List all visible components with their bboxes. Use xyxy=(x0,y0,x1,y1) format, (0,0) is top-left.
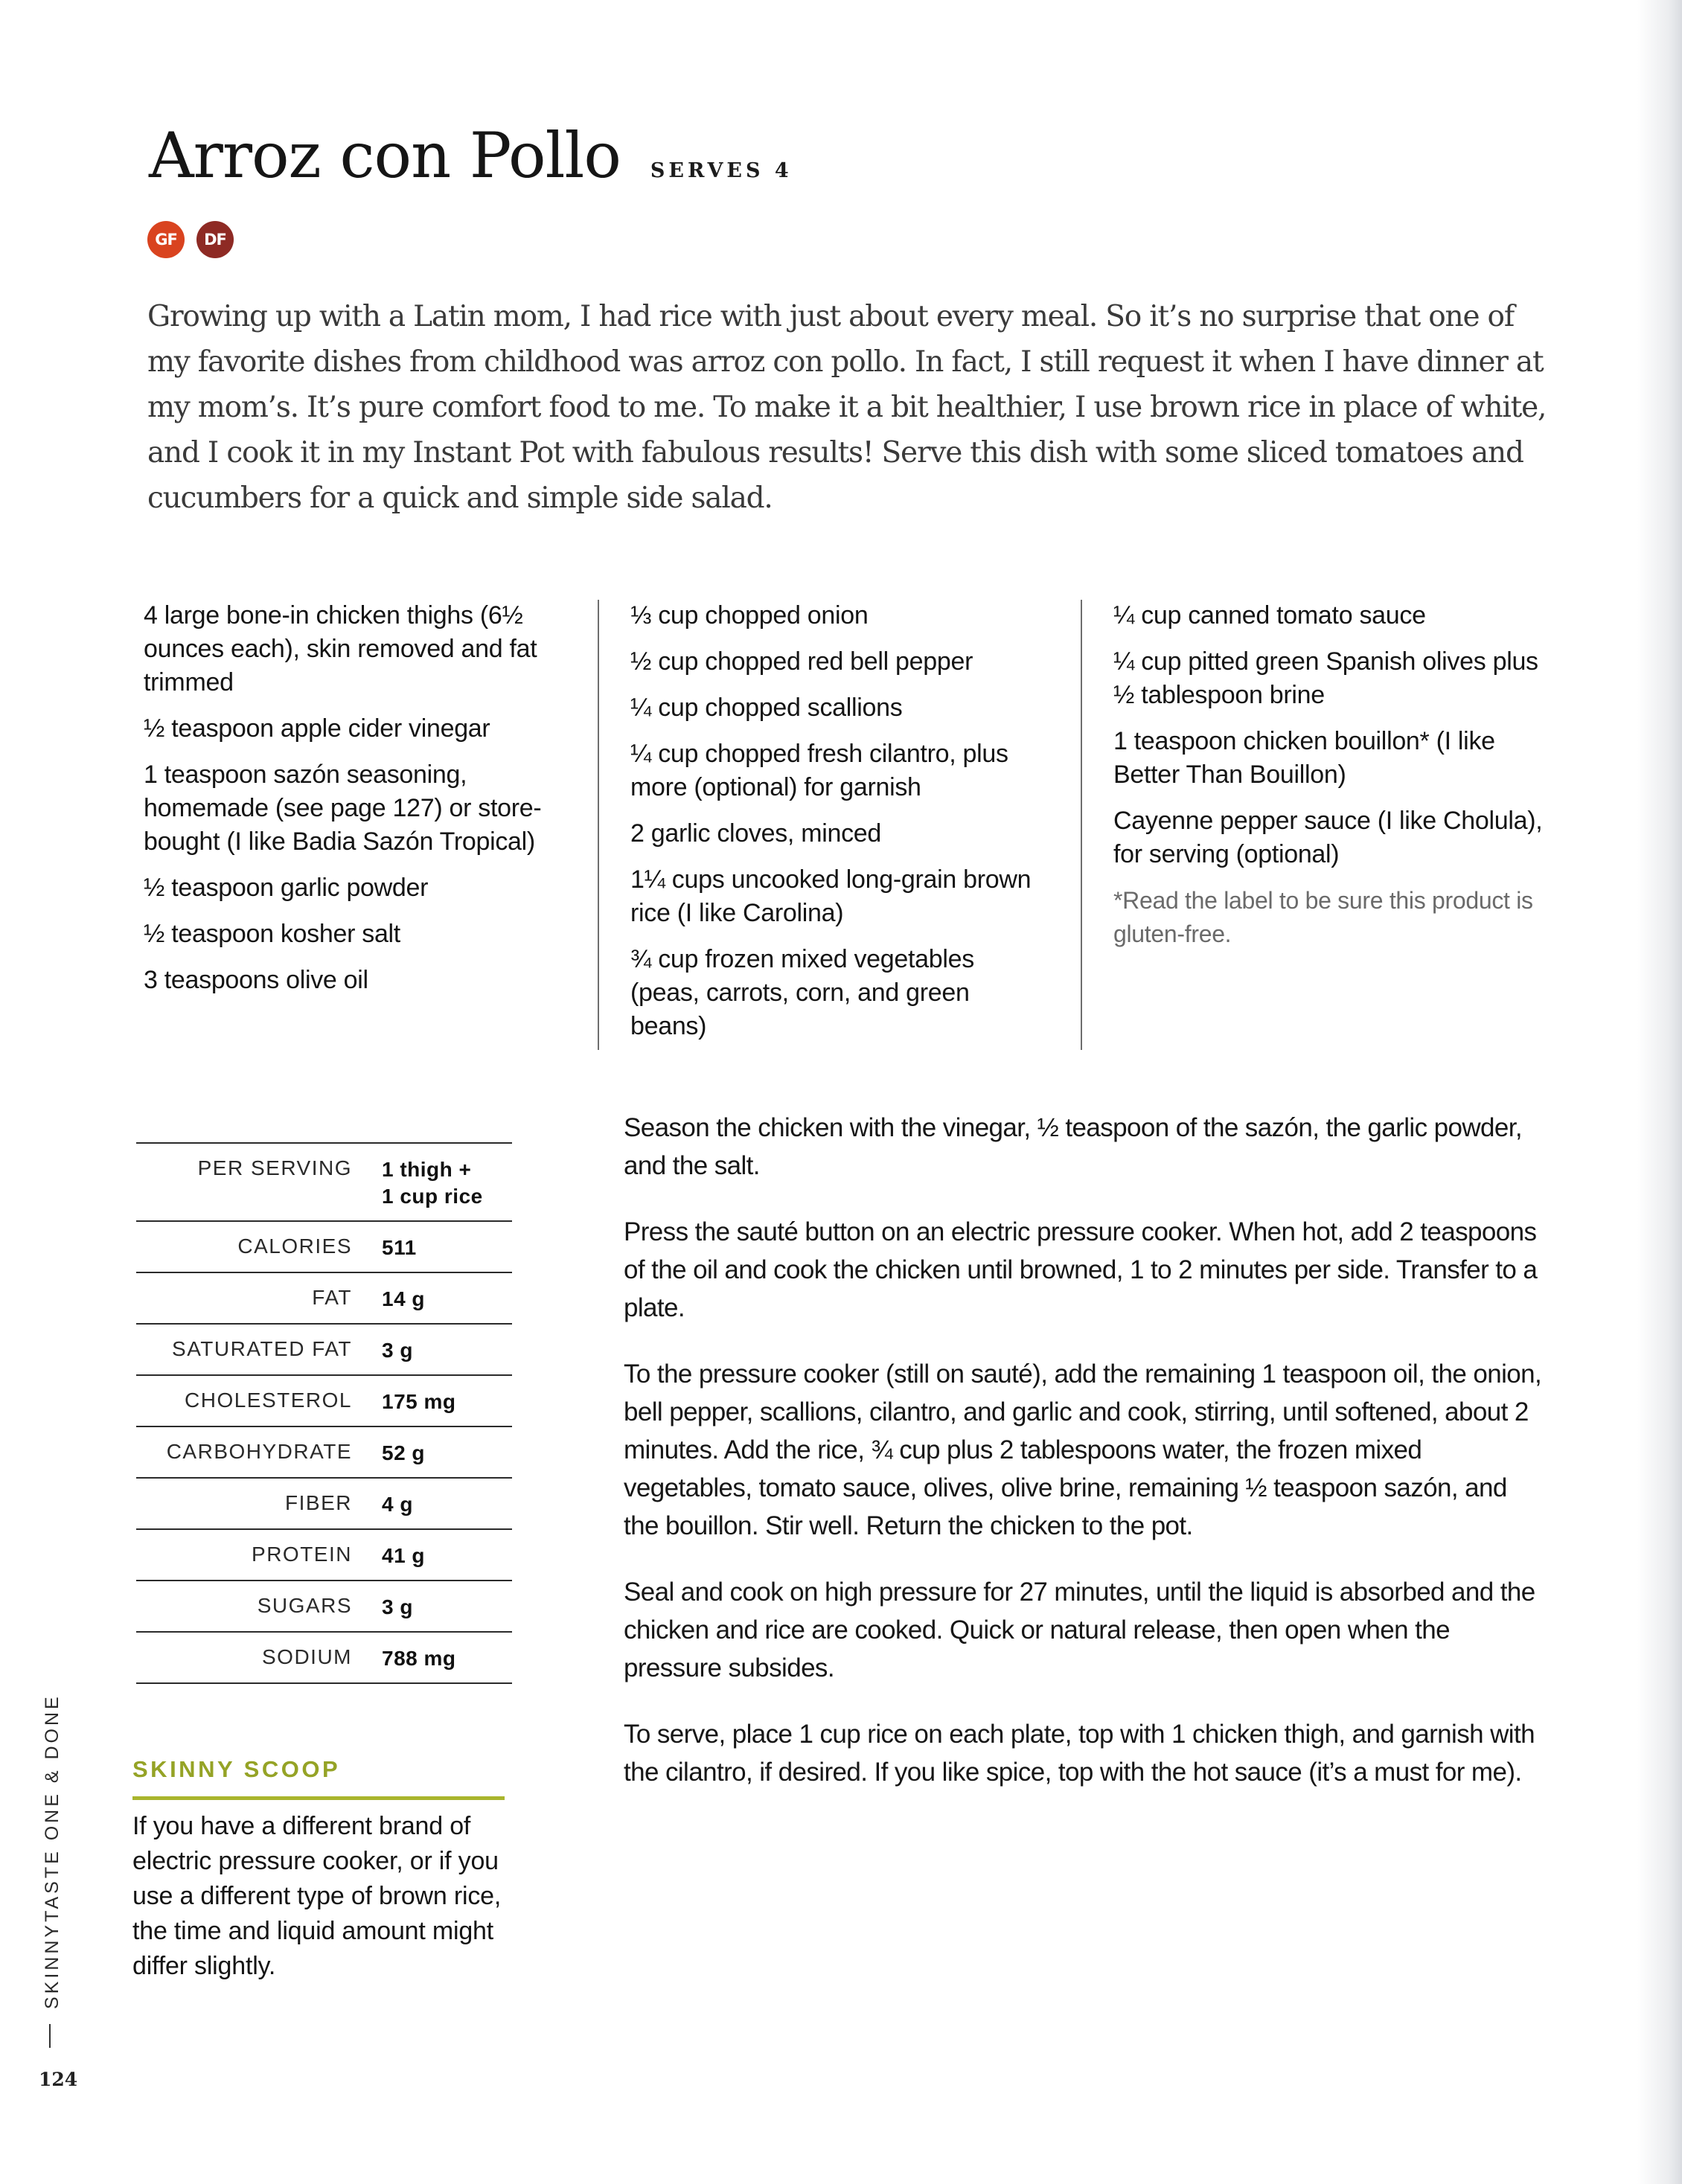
nutrition-label: PER SERVING xyxy=(136,1143,376,1221)
recipe-intro: Growing up with a Latin mom, I had rice with just about every meal. So it’s no surprise that one of my favorite dishes from childhood was arroz con pollo. In fact, I still request it when I have dinner at my mom’s. It’s pure comfort food to me. To make it a bit healthier, I use brown rice in place of white, and I cook it in my Instant Pot with fabulous results! Serve this dish with some sliced tomatoes and cucumbers for a quick and simple side salad. xyxy=(147,300,1547,515)
nutrition-row xyxy=(136,1221,512,1272)
nutrition-value: 52 g xyxy=(376,1426,512,1478)
nutrition-row xyxy=(136,1272,512,1324)
nutrition-value: 41 g xyxy=(376,1529,512,1581)
nutrition-value: 788 mg xyxy=(376,1632,512,1683)
page-number: 124 xyxy=(39,2069,78,2090)
nutrition-label: PROTEIN xyxy=(136,1529,376,1581)
ingredient-item: ½ cup chopped red bell pepper xyxy=(630,647,973,676)
nutrition-label: CALORIES xyxy=(136,1221,376,1272)
ingredient-item: 2 garlic cloves, minced xyxy=(630,819,882,848)
skinny-scoop-box xyxy=(132,1756,505,1984)
nutrition-table xyxy=(136,1142,512,1684)
ingredient-item: Cayenne pepper sauce (I like Cholula), for serving (optional) xyxy=(1113,807,1543,868)
nutrition-label: CHOLESTEROL xyxy=(136,1375,376,1426)
direction-step: Press the sauté button on an electric pressure cooker. When hot, add 2 teaspoons of the oil and cook the chicken until browned, 1 to 2 minutes per side. Transfer to a plate. xyxy=(624,1217,1538,1322)
nutrition-row xyxy=(136,1324,512,1375)
ingredient-item: ¼ cup chopped scallions xyxy=(630,694,903,722)
ingredient-item: ¼ cup pitted green Spanish olives plus ½ tablespoon brine xyxy=(1113,647,1538,709)
recipe-header xyxy=(149,119,793,192)
direction-step: To serve, place 1 cup rice on each plate, top with 1 chicken thigh, and garnish with the cilantro, if desired. If you like spice, top with the hot sauce (it’s a must for me). xyxy=(624,1720,1535,1787)
nutrition-row xyxy=(136,1632,512,1683)
skinny-scoop-divider xyxy=(132,1796,505,1800)
ingredients-column-2 xyxy=(630,599,1047,1056)
ingredient-item: ¾ cup frozen mixed vegetables (peas, carrots, corn, and green beans) xyxy=(630,945,974,1040)
direction-step: Seal and cook on high pressure for 27 minutes, until the liquid is absorbed and the chicken and rice are cooked. Quick or natural release, then open when the pressure subsides. xyxy=(624,1578,1535,1682)
gluten-free-badge-icon: GF xyxy=(147,221,185,258)
ingredient-item: ½ teaspoon kosher salt xyxy=(144,920,400,948)
ingredient-item: ⅓ cup chopped onion xyxy=(630,601,869,630)
ingredient-item: ½ teaspoon apple cider vinegar xyxy=(144,714,490,743)
nutrition-value: 3 g xyxy=(376,1324,512,1375)
nutrition-value: 511 xyxy=(376,1221,512,1272)
nutrition-value: 3 g xyxy=(376,1581,512,1632)
nutrition-value: 4 g xyxy=(376,1478,512,1529)
ingredients-column-1 xyxy=(144,599,560,1010)
ingredient-item: ¼ cup canned tomato sauce xyxy=(1113,601,1426,630)
nutrition-row xyxy=(136,1529,512,1581)
nutrition-row xyxy=(136,1375,512,1426)
nutrition-row xyxy=(136,1426,512,1478)
nutrition-label: SODIUM xyxy=(136,1632,376,1683)
nutrition-row xyxy=(136,1478,512,1529)
recipe-title: Arroz con Pollo xyxy=(149,119,621,192)
column-divider xyxy=(598,600,599,1050)
running-head-rule xyxy=(49,2024,51,2048)
ingredients-column-3 xyxy=(1113,599,1545,951)
ingredient-item: 1 teaspoon chicken bouillon* (I like Better Than Bouillon) xyxy=(1113,727,1495,789)
nutrition-row-per-serving xyxy=(136,1143,512,1221)
dairy-free-badge-icon: DF xyxy=(196,221,234,258)
book-gutter-shadow xyxy=(1637,0,1682,2184)
nutrition-label: SATURATED FAT xyxy=(136,1324,376,1375)
ingredient-item: 1¼ cups uncooked long-grain brown rice (I like Carolina) xyxy=(630,865,1032,927)
nutrition-label: SUGARS xyxy=(136,1581,376,1632)
per-serving-line-1: 1 thigh + xyxy=(382,1158,472,1181)
per-serving-line-2: 1 cup rice xyxy=(382,1185,483,1208)
nutrition-value: 175 mg xyxy=(376,1375,512,1426)
directions xyxy=(624,1109,1547,1819)
ingredient-item: 4 large bone-in chicken thighs (6½ ounces each), skin removed and fat trimmed xyxy=(144,601,537,696)
direction-step: To the pressure cooker (still on sauté), add the remaining 1 teaspoon oil, the onion, bell pepper, scallions, cilantro, and garlic and cook, stirring, until softened, about 2 minutes. Add the rice, ¾ cup plus 2 tablespoons water, the frozen mixed vegetables, tomato sauce, olives, olive brine, remaining ½ teaspoon sazón, and the bouillon. Stir well. Return the chicken to the pot. xyxy=(624,1360,1542,1540)
diet-badges xyxy=(147,221,234,258)
column-divider xyxy=(1081,600,1082,1050)
nutrition-label: FAT xyxy=(136,1272,376,1324)
ingredient-item: ¼ cup chopped fresh cilantro, plus more (optional) for garnish xyxy=(630,740,1008,801)
nutrition-row xyxy=(136,1581,512,1632)
ingredient-item: 1 teaspoon sazón seasoning, homemade (see page 127) or store-bought (I like Badia Sazón Tropical) xyxy=(144,760,542,856)
ingredient-item: ½ teaspoon garlic powder xyxy=(144,874,429,902)
skinny-scoop-title: SKINNY SCOOP xyxy=(132,1756,341,1782)
nutrition-value: 14 g xyxy=(376,1272,512,1324)
skinny-scoop-body: If you have a different brand of electric pressure cooker, or if you use a different type of brown rice, the time and liquid amount might differ slightly. xyxy=(132,1812,502,1980)
book-title-running-head: SKINNYTASTE ONE & DONE xyxy=(42,1694,63,2009)
ingredient-item: 3 teaspoons olive oil xyxy=(144,966,368,994)
direction-step: Season the chicken with the vinegar, ½ teaspoon of the sazón, the garlic powder, and the salt. xyxy=(624,1113,1522,1180)
nutrition-label: CARBOHYDRATE xyxy=(136,1426,376,1478)
serves-label: SERVES 4 xyxy=(650,159,793,182)
ingredient-footnote: *Read the label to be sure this product is gluten-free. xyxy=(1113,887,1533,947)
nutrition-value xyxy=(376,1143,512,1221)
nutrition-label: FIBER xyxy=(136,1478,376,1529)
